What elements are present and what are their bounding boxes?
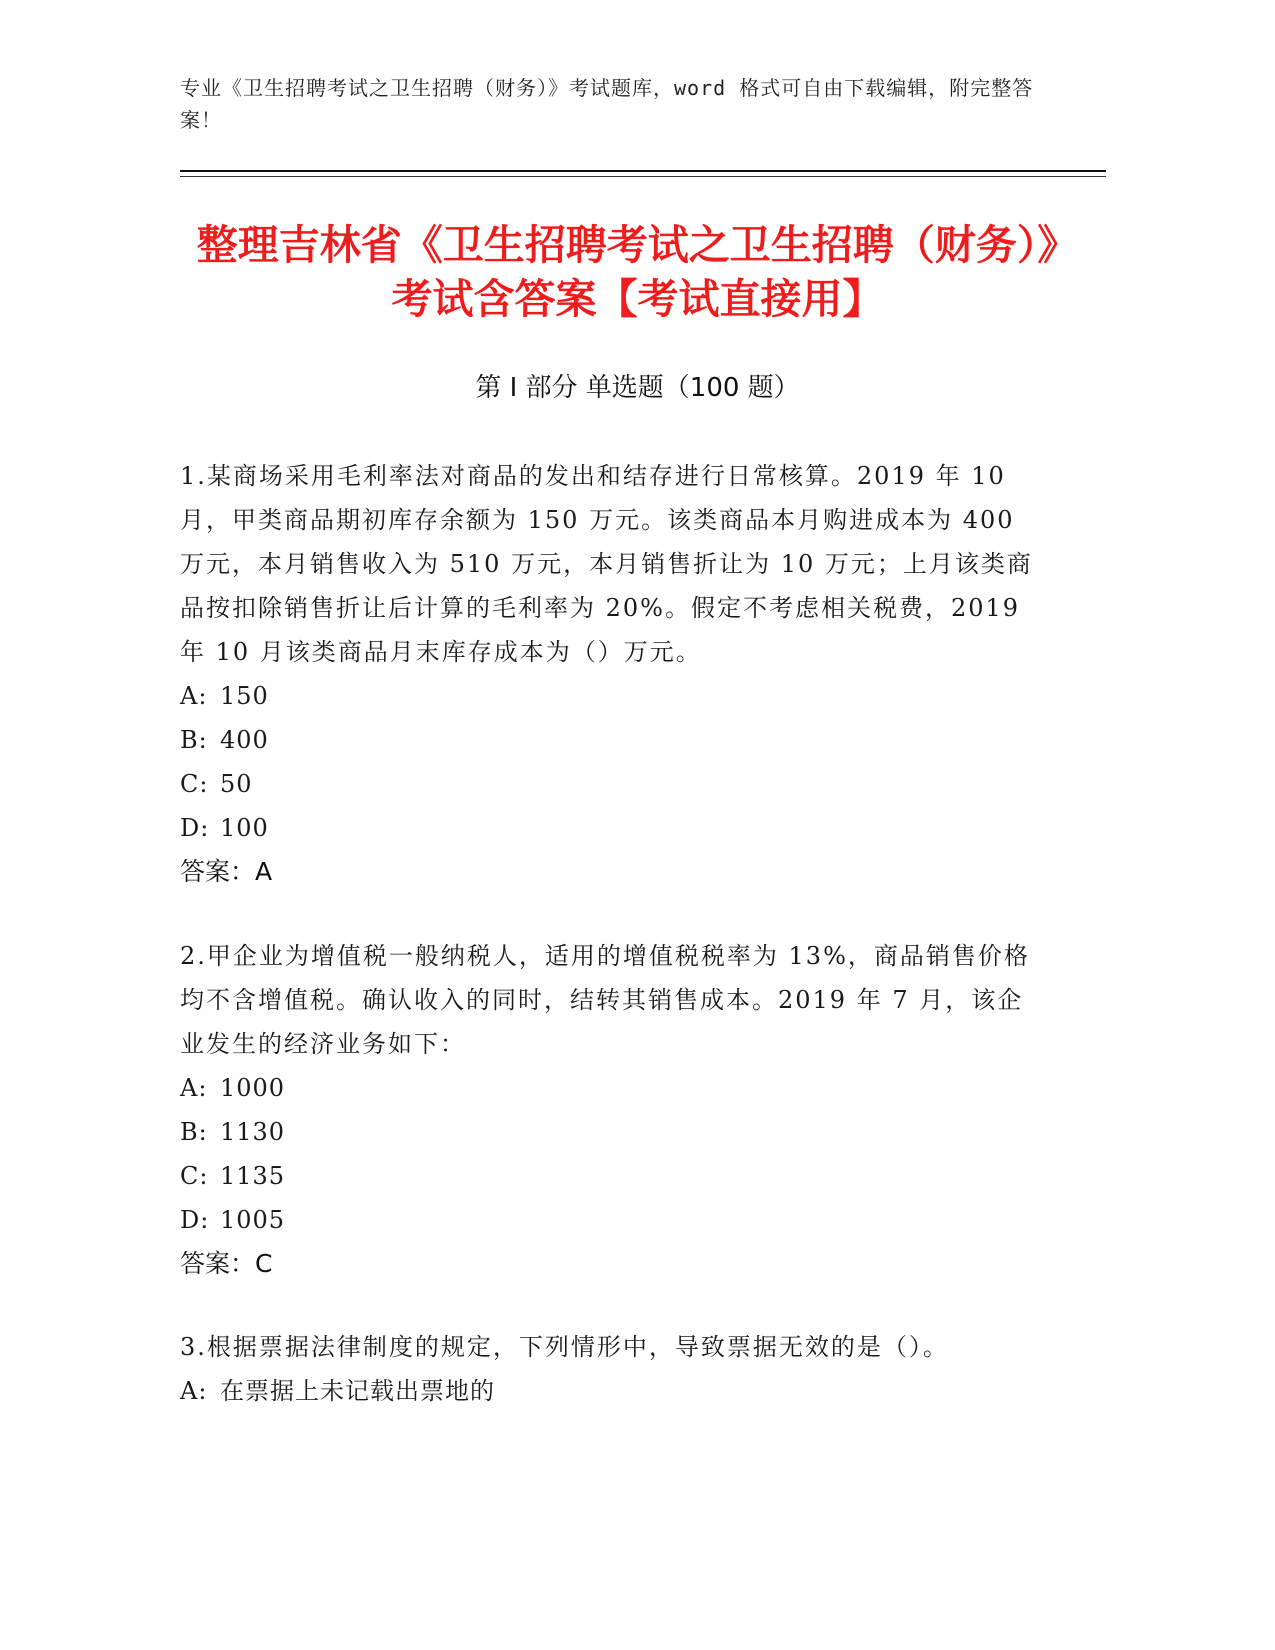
answer-line: 答案：A [180, 857, 273, 886]
answer-line: 答案：C [180, 1249, 273, 1278]
option-key: B: [180, 1118, 208, 1146]
option-key: C: [180, 1162, 209, 1190]
option-key: C: [180, 770, 209, 798]
question-stem: 3.根据票据法律制度的规定，下列情形中，导致票据无效的是（）。 [180, 1333, 949, 1361]
option-key: D: [180, 814, 210, 842]
option-text: 1005 [220, 1206, 286, 1234]
question-stem: 2.甲企业为增值税一般纳税人，适用的增值税税率为 13%，商品销售价格均不含增值税。确认收入的同时，结转其销售成本。2019 年 7 月，该企业发生的经济业务如下： [180, 942, 1030, 1058]
option-a [180, 1369, 1040, 1413]
option-key: A: [180, 1074, 208, 1102]
question-stem: 1.某商场采用毛利率法对商品的发出和结存进行日常核算。2019 年 10 月，甲类商品期初库存余额为 150 万元。该类商品本月购进成本为 400 万元，本月销售收入为 510 万元，本月销售折让为 10 万元；上月该类商品按扣除销售折让后计算的毛利率为 20%。假定不考虑相关税费，2019 年 10 月该类商品月末库存成本为（）万元。 [180, 462, 1033, 666]
option-key: B: [180, 726, 208, 754]
document-title: 整理吉林省《卫生招聘考试之卫生招聘（财务）》考试含答案【考试直接用】 [196, 221, 1079, 323]
option-text: 150 [220, 682, 269, 710]
option-text: 1130 [220, 1118, 286, 1146]
option-c [180, 1154, 1040, 1198]
option-b [180, 718, 1040, 762]
option-text: 100 [220, 814, 269, 842]
option-key: A: [180, 682, 208, 710]
option-a [180, 674, 1040, 718]
header-divider-thick [180, 170, 1106, 172]
option-c [180, 762, 1040, 806]
option-a [180, 1066, 1040, 1110]
option-text: 在票据上未记载出票地的 [220, 1377, 495, 1405]
option-d [180, 806, 1040, 850]
option-text: 50 [220, 770, 253, 798]
option-b [180, 1110, 1040, 1154]
question-1 [180, 454, 1040, 894]
option-text: 1135 [220, 1162, 286, 1190]
question-2 [180, 934, 1040, 1286]
question-3 [180, 1325, 1040, 1413]
option-key: D: [180, 1206, 210, 1234]
option-key: A: [180, 1377, 208, 1405]
option-text: 400 [220, 726, 269, 754]
option-text: 1000 [220, 1074, 286, 1102]
section-title: 第 I 部分 单选题（100 题） [475, 373, 800, 403]
option-d [180, 1198, 1040, 1242]
header-note: 专业《卫生招聘考试之卫生招聘（财务）》考试题库，word 格式可自由下载编辑，附完整答案！ [180, 76, 1034, 132]
header-divider-thin [180, 176, 1106, 177]
